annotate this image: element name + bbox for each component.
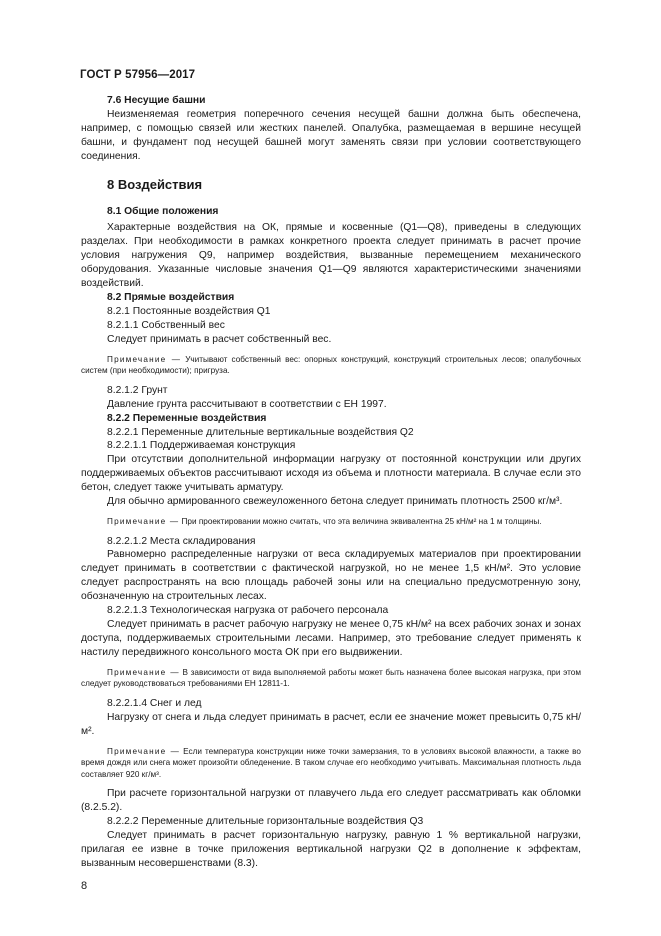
note-2 <box>81 516 581 528</box>
section-8-1-text: Характерные воздействия на ОК, прямые и косвенные (Q1—Q8), приведены в следующих разделах. При необходимости в рамках конкретного проекта следует принимать в расчет прочие условия нагружения Q9, например воздействия, вызванные перемещением механического оборудования. Указанные числовые значения Q1—Q9 являются характеристическими значениями воздействий. <box>81 222 581 290</box>
section-8-2-2-1-4-text: Нагрузку от снега и льда следует принимать в расчет, если ее значение может превысить 0,75 кН/м². <box>81 711 581 737</box>
section-8-title: 8 Воздействия <box>107 176 203 192</box>
note-1-text: Учитывают собственный вес: опорных конструкций, конструкций строительных лесов; опалубочных систем (при необходимости); пригруза. <box>81 354 581 376</box>
note-1 <box>81 354 581 377</box>
section-8-2-1-title: 8.2.1 Постоянные воздействия Q1 <box>107 305 271 317</box>
section-8-2-title: 8.2 Прямые воздействия <box>107 291 235 303</box>
note-3 <box>81 667 581 690</box>
section-8-2-2-1-2-title: 8.2.2.1.2 Места складирования <box>107 535 256 547</box>
note-label: Примечание — <box>107 746 181 756</box>
section-7-6-text: Неизменяемая геометрия поперечного сечения несущей башни должна быть обеспечена, например, с помощью связей или жестких панелей. Опалубка, размещаемая в вершине несущей башни, и фундамент под несущей башней могут заменять связи при условии соответствующего соединения. <box>81 108 581 162</box>
section-8-2-2-1-title: 8.2.2.1 Переменные длительные вертикальные воздействия Q2 <box>107 426 414 438</box>
section-8-2-2-1-2-text: Равномерно распределенные нагрузки от веса складируемых материалов при проектировании следует принимать в соответствии с фактической нагрузкой, но не менее 1,5 кН/м². Это условие следует распространять на всю площадь рабочей зоны или на специально предусмотренную зону, обозначенную на строительных лесах. <box>81 549 581 603</box>
section-8-2-2-2-title: 8.2.2.2 Переменные длительные горизонтальные воздействия Q3 <box>107 816 424 828</box>
note-4 <box>81 746 581 781</box>
note-label: Примечание — <box>107 516 180 526</box>
section-8-2-2-1-3-text: Следует принимать в расчет рабочую нагрузку не менее 0,75 кН/м² на всех рабочих зонах и зонах доступа, поддерживаемых строительными лесами. Например, это требование следует применять к настилу передвижного консольного моста ОК при его выдвижении. <box>81 618 581 658</box>
section-7-6-title: 7.6 Несущие башни <box>107 95 206 106</box>
section-8-2-2-1-1-title: 8.2.2.1.1 Поддерживаемая конструкция <box>107 440 296 452</box>
note-4-text: Если температура конструкции ниже точки замерзания, то в условиях высокой влажности, а также во время дождя или снега может произойти обледенение. В таком случае его необходимо учитывать. Максимальная плотность льда составляет 920 кг/м³. <box>81 746 581 779</box>
note-label: Примечание — <box>107 354 182 364</box>
section-8-2-1-1-title: 8.2.1.1 Собственный вес <box>107 319 225 331</box>
section-8-2-2-1-1-text-1: При отсутствии дополнительной информации нагрузку от постоянной конструкции или других поддерживаемых объектов рассчитывают исходя из объема и плотности материала. В случае если это бетон, следует также учитывать арматуру. <box>81 454 581 494</box>
section-8-2-2-1-3-title: 8.2.2.1.3 Технологическая нагрузка от рабочего персонала <box>107 605 389 617</box>
section-8-2-1-2-text: Давление грунта рассчитывают в соответствии с ЕН 1997. <box>107 398 387 410</box>
section-8-2-1-1-text: Следует принимать в расчет собственный вес. <box>107 333 332 345</box>
note-2-text: При проектировании можно считать, что эта величина эквивалентна 25 кН/м² на 1 м толщины. <box>181 516 542 526</box>
section-8-2-1-2-title: 8.2.1.2 Грунт <box>107 384 168 396</box>
section-8-2-2-2-text: Следует принимать в расчет горизонтальную нагрузку, равную 1 % вертикальной нагрузки, прилагая ее извне в точке приложения вертикальной нагрузки Q2 в дополнение к эффектам, вызванным несовершенствами (8.3). <box>81 830 581 869</box>
section-8-2-2-1-4-title: 8.2.2.1.4 Снег и лед <box>107 697 202 709</box>
standard-header: ГОСТ Р 57956—2017 <box>80 69 196 81</box>
section-8-2-2-1-4-text-2: При расчете горизонтальной нагрузки от плавучего льда его следует рассматривать как обломки (8.2.5.2). <box>81 788 581 814</box>
page-body <box>81 94 581 871</box>
note-3-text: В зависимости от вида выполняемой работы может быть назначена более высокая нагрузка, при этом следует руководствоваться требованиями ЕН 12811-1. <box>81 667 581 689</box>
page-number: 8 <box>81 880 88 892</box>
section-8-2-2-1-1-text-2: Для обычно армированного свежеуложенного бетона следует принимать плотность 2500 кг/м³. <box>107 496 563 508</box>
note-label: Примечание — <box>107 667 180 677</box>
section-8-2-2-title: 8.2.2 Переменные воздействия <box>107 412 267 424</box>
section-8-1-title: 8.1 Общие положения <box>107 205 219 217</box>
